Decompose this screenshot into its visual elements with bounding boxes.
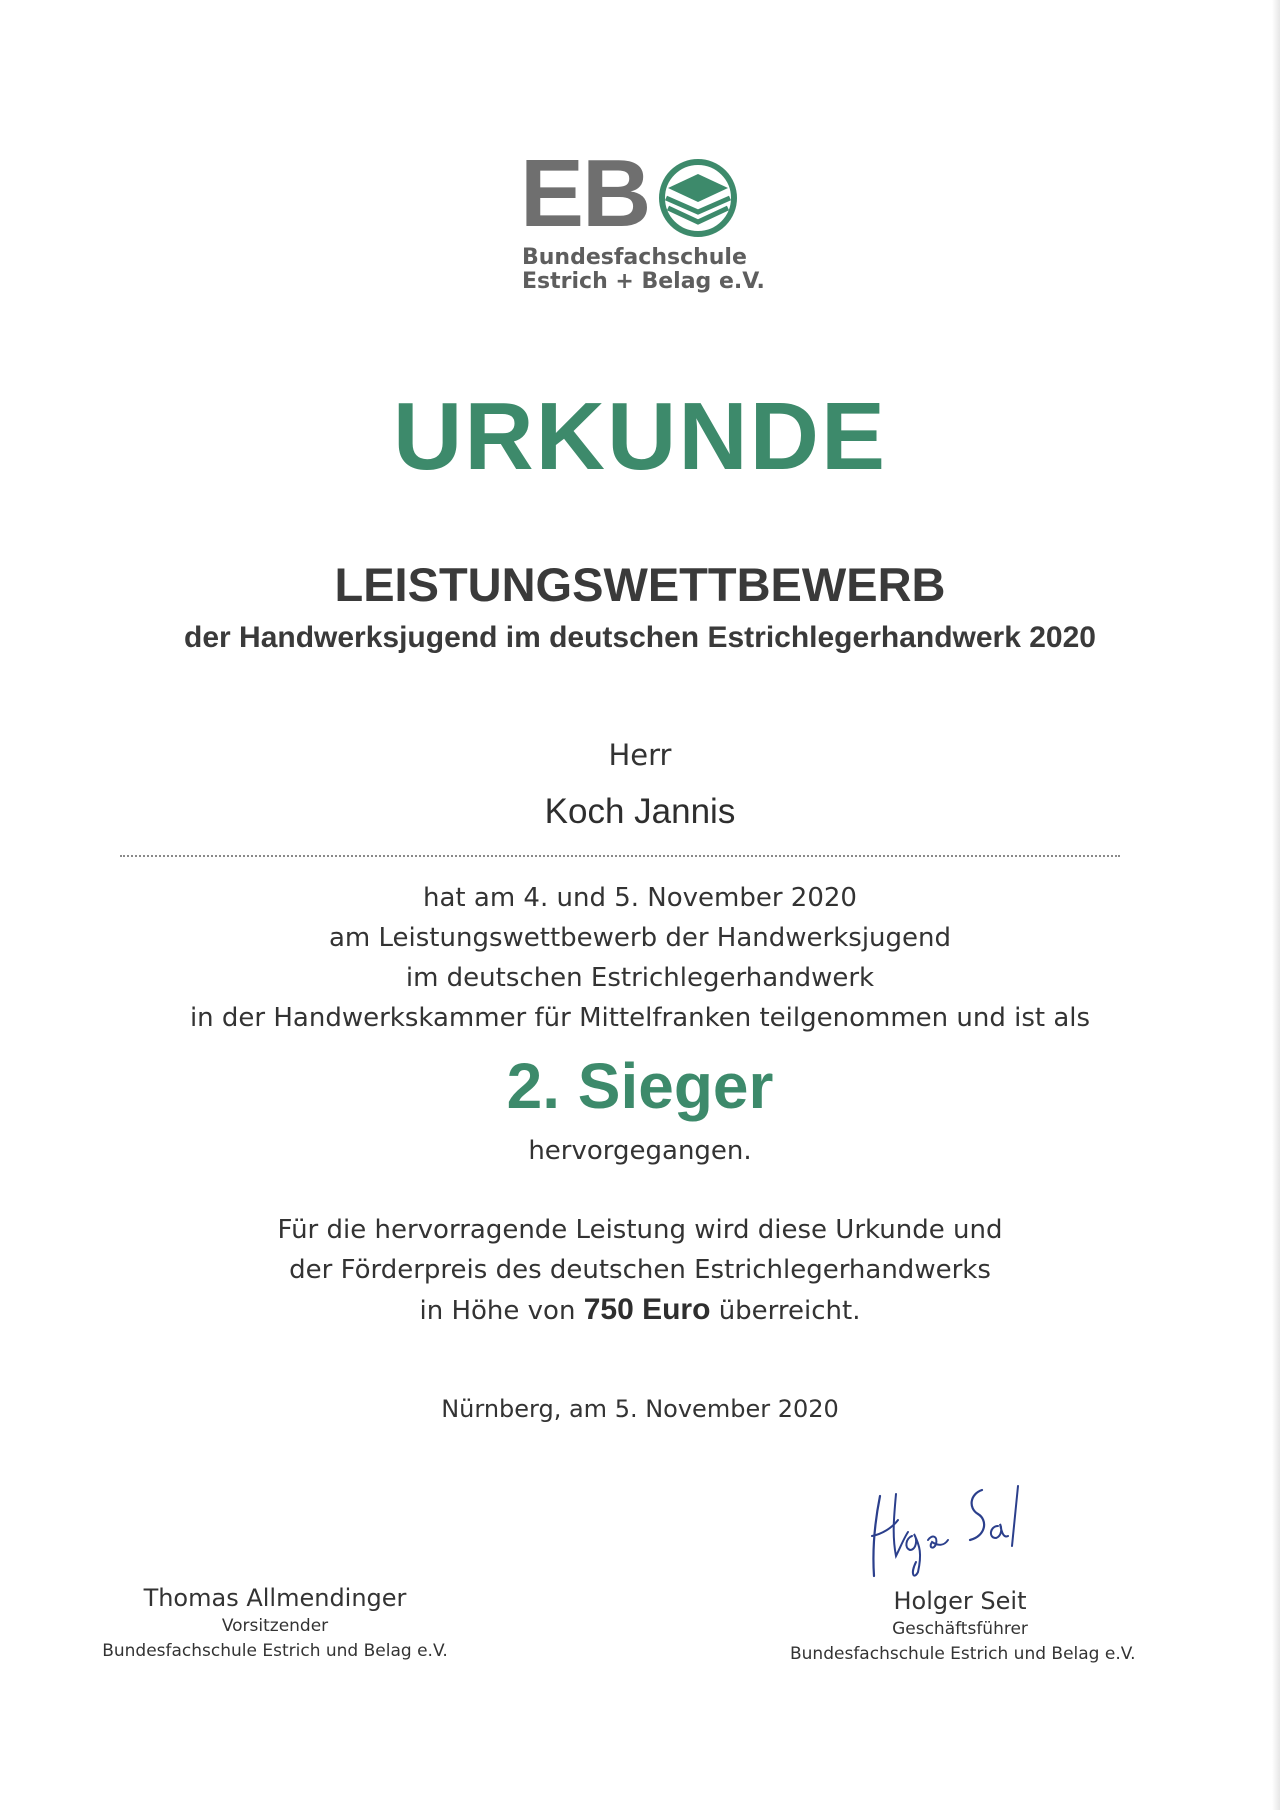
certificate-title: URKUNDE [393,383,887,490]
logo-emblem-icon [654,158,742,238]
recipient-name: Koch Jannis [544,792,736,831]
participation-text [0,878,1280,1038]
body-line: im deutschen Estrichlegerhandwerk [405,963,875,993]
logo-line-2: Estrich + Belag e.V. [522,269,765,294]
recipient-salutation: Herr [608,738,672,772]
organization-logo [520,140,765,304]
body-line: am Leistungswettbewerb der Handwerksjugend [328,923,952,953]
place-and-date: Nürnberg, am 5. November 2020 [441,1395,839,1423]
prize-line-1: Für die hervorragende Leistung wird diese Urkunde und [277,1215,1003,1245]
signatory-right-name: Holger Seit [893,1587,1027,1615]
body-line: hat am 4. und 5. November 2020 [423,883,857,913]
signatory-right-role: Geschäftsführer [892,1619,1028,1639]
prize-line-2: der Förderpreis des deutschen Estrichlegerhandwerks [289,1255,991,1285]
logo-subtitle [522,246,765,294]
signatory-left-role: Vorsitzender [221,1616,329,1636]
body-line: in der Handwerkskammer für Mittelfranken teilgenommen und ist als [189,1003,1091,1033]
prize-text [0,1210,1280,1331]
name-dotted-line [120,855,1120,857]
prize-line-3-post: überreicht. [718,1296,861,1326]
contest-name: LEISTUNGSWETTBEWERB [334,558,946,611]
award-tail: hervorgegangen. [528,1136,752,1166]
signatory-left [100,1582,450,1664]
prize-line-3 [0,1290,1280,1331]
contest-subtitle: der Handwerksjugend im deutschen Estrichlegerhandwerk 2020 [184,621,1096,654]
signatory-left-org: Bundesfachschule Estrich und Belag e.V. [102,1641,448,1661]
logo-line-1: Bundesfachschule [522,245,747,270]
signatory-left-name: Thomas Allmendinger [143,1584,407,1612]
logo-letters: EB [520,140,650,247]
signatory-right [790,1585,1136,1667]
prize-amount: 750 Euro [583,1293,711,1326]
prize-line-3-pre: in Höhe von [419,1296,576,1326]
handwritten-signature [858,1476,1038,1586]
award-rank: 2. Sieger [506,1050,774,1122]
signatory-right-org: Bundesfachschule Estrich und Belag e.V. [790,1644,1136,1664]
